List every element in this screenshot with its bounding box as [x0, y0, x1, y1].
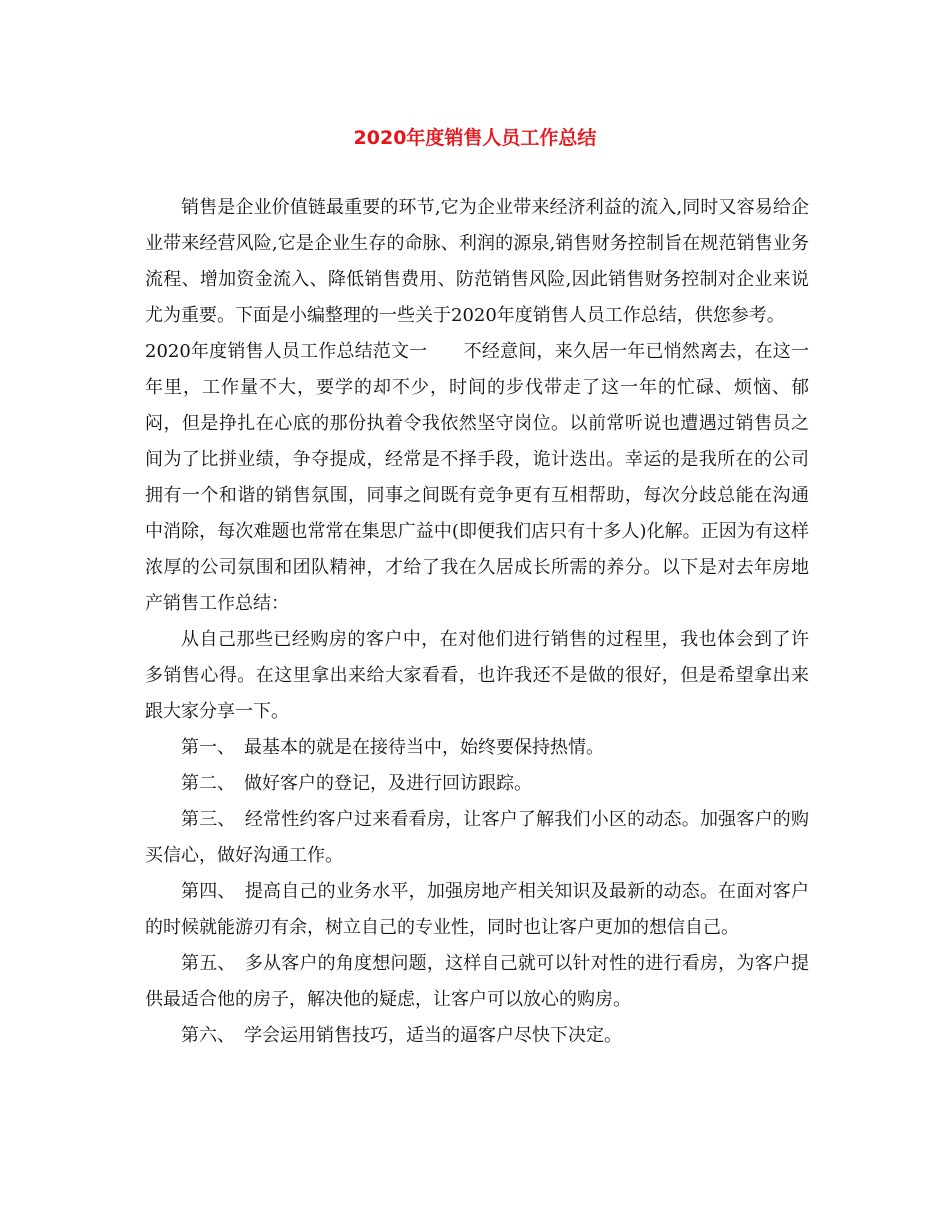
point-three: 第三、 经常性约客户过来看看房，让客户了解我们小区的动态。加强客户的购买信心，做好沟通工作。: [145, 809, 809, 866]
intro-paragraph: 销售是企业价值链最重要的环节,它为企业带来经济利益的流入,同时又容易给企业带来经营风险,它是企业生存的命脉、利润的源泉,销售财务控制旨在规范销售业务流程、增加资金流入、降低销售费用、防范销售风险,因此销售财务控制对企业来说尤为重要。下面是小编整理的一些关于2020年度销售人员工作总结，供您参考。: [145, 197, 809, 326]
document-body: [145, 190, 809, 1054]
experience-paragraph: 从自己那些已经购房的客户中，在对他们进行销售的过程里，我也体会到了许多销售心得。在这里拿出来给大家看看，也许我还不是做的很好，但是希望拿出来跟大家分享一下。: [145, 629, 809, 722]
document-title: 2020年度销售人员工作总结: [353, 127, 597, 149]
point-six: 第六、 学会运用销售技巧，适当的逼客户尽快下决定。: [181, 1025, 622, 1046]
point-four: 第四、 提高自己的业务水平，加强房地产相关知识及最新的动态。在面对客户的时候就能游刃有余，树立自己的专业性，同时也让客户更加的想信自己。: [145, 881, 809, 938]
point-two: 第二、 做好客户的登记，及进行回访跟踪。: [181, 773, 532, 794]
sample-one-paragraph: 2020年度销售人员工作总结范文一 不经意间，来久居一年已悄然离去，在这一年里，工作量不大，要学的却不少，时间的步伐带走了这一年的忙碌、烦恼、郁闷，但是挣扎在心底的那份执着令我依然坚守岗位。以前常听说也遭遇过销售员之间为了比拼业绩，争夺提成，经常是不择手段，诡计迭出。幸运的是我所在的公司拥有一个和谐的销售氛围，同事之间既有竞争更有互相帮助，每次分歧总能在沟通中消除，每次难题也常常在集思广益中(即便我们店只有十多人)化解。正因为有这样浓厚的公司氛围和团队精神，才给了我在久居成长所需的养分。以下是对去年房地产销售工作总结：: [145, 341, 809, 614]
point-one: 第一、 最基本的就是在接待当中，始终要保持热情。: [181, 737, 604, 758]
point-five: 第五、 多从客户的角度想问题，这样自己就可以针对性的进行看房，为客户提供最适合他的房子，解决他的疑虑，让客户可以放心的购房。: [145, 953, 809, 1010]
